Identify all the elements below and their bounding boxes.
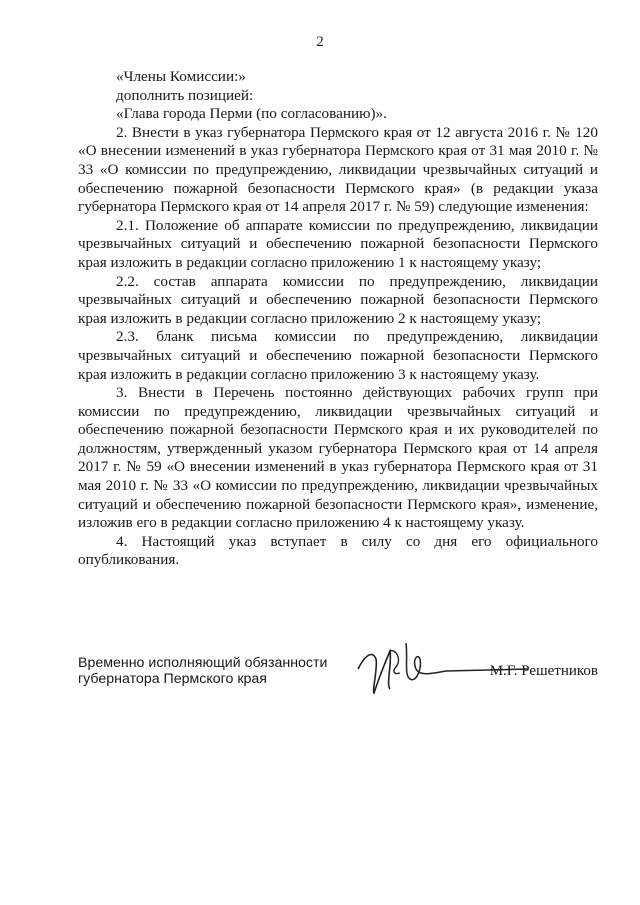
line-head-of-perm: «Глава города Перми (по согласованию)». [116, 105, 387, 123]
paragraph-2-1: 2.1. Положение об аппарате комиссии по предупреждению, ликвидации чрезвычайных ситуаций и обеспечению пожарной безопасности Пермского края изложить в редакции согласно приложению 1 к настоящему указу; [78, 216, 598, 271]
paragraph-4: 4. Настоящий указ вступает в силу со дня его официального опубликования. [78, 532, 598, 569]
paragraph-3: 3. Внести в Перечень постоянно действующих рабочих групп при комиссии по предупреждению, ликвидации чрезвычайных ситуаций и обеспечению пожарной безопасности Пермского края и их руководителей по должностям, утвержденный указом губернатора Пермского края от 14 апреля 2017 г. № 59 «О внесении изменений в указ губернатора Пермского края от 31 мая 2010 г. № 33 «О комиссии по предупреждению, ликвидации чрезвычайных ситуаций и обеспечению пожарной безопасности Пермского края», изменение, изложив его в редакции согласно приложению 4 к настоящему указу. [78, 384, 598, 532]
line-members: «Члены Комиссии:» [116, 68, 246, 85]
document-body [78, 68, 598, 570]
paragraph-2: 2. Внести в указ губернатора Пермского края от 12 августа 2016 г. № 120 «О внесении изменений в указ губернатора Пермского края от 31 мая 2010 г. № 33 «О комиссии по предупреждению, ликвидации чрезвычайных ситуаций и обеспечению пожарной безопасности Пермского края» (в редакции указа губернатора Пермского края от 14 апреля 2017 г. № 59) следующие изменения: [78, 123, 598, 216]
paragraph-2-2: 2.2. состав аппарата комиссии по предупреждению, ликвидации чрезвычайных ситуаций и обеспечению пожарной безопасности Пермского края изложить в редакции согласно приложению 2 к настоящему указу; [78, 272, 598, 327]
signature-block [78, 655, 598, 715]
page-number: 2 [316, 34, 324, 50]
signatory-title [78, 655, 327, 687]
signatory-name: М.Г. Решетников [489, 663, 598, 679]
signatory-title-line-2: губернатора Пермского края [78, 671, 267, 687]
paragraph-2-3: 2.3. бланк письма комиссии по предупреждению, ликвидации чрезвычайных ситуаций и обеспечению пожарной безопасности Пермского края изложить в редакции согласно приложению 3 к настоящему указу. [78, 328, 598, 383]
line-add-position: дополнить позицией: [116, 86, 254, 104]
signatory-title-line-1: Временно исполняющий обязанности [78, 655, 328, 671]
